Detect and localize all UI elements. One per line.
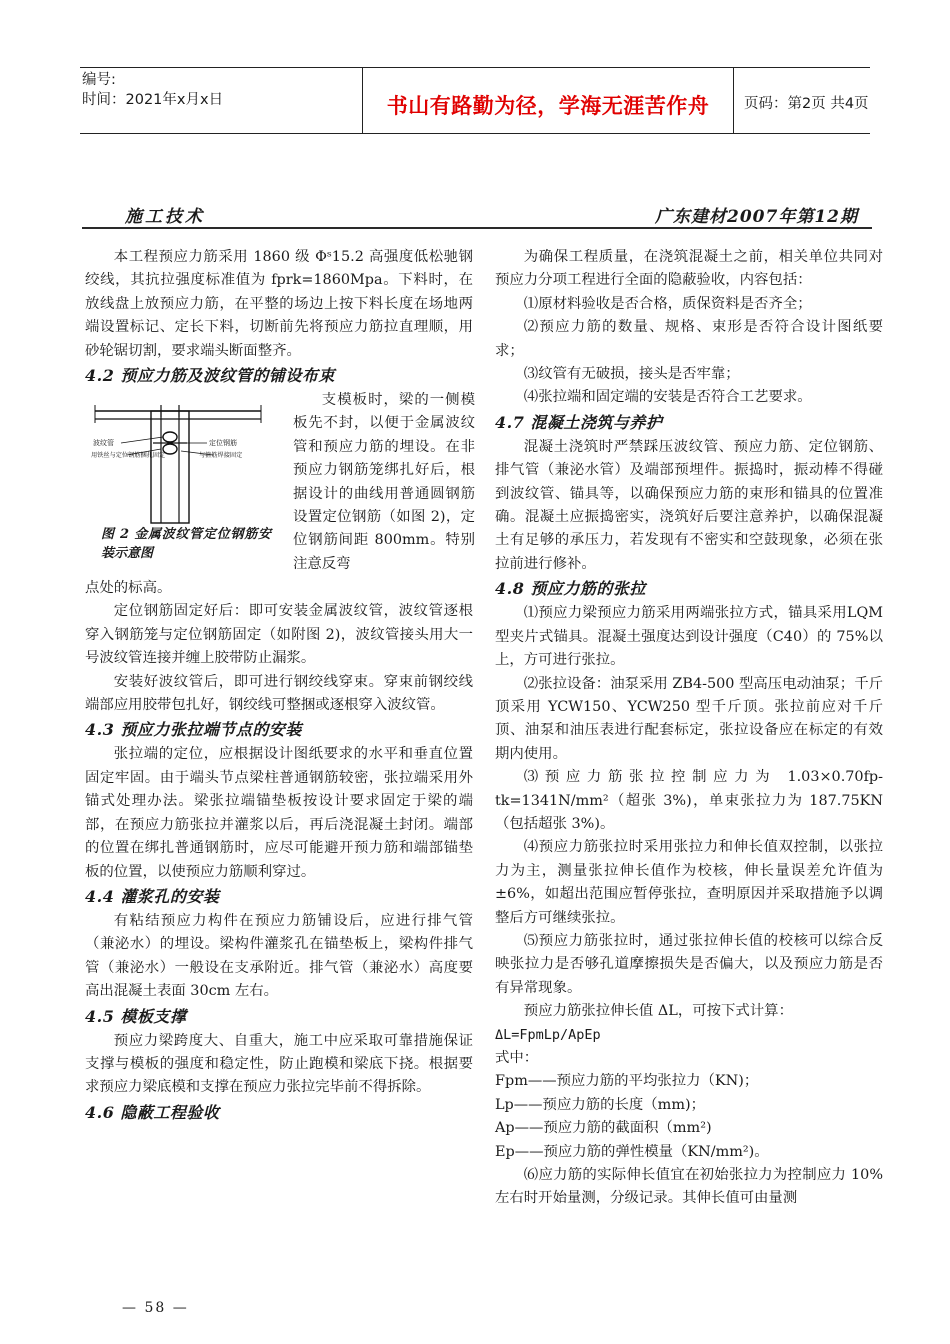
paragraph: 本工程预应力筋采用 1860 级 Φˢ15.2 高强度低松驰钢绞线，其抗拉强度标准值为 fprk=1860Mpa。下料时，在放线盘上放预应力筋，在平整的场边上按下料长度在场地两端设置标记、定长下料，切断前先将预应力筋拉直理顺，用砂轮锯切割，要求端头断面整齐。 [85,249,473,359]
paragraph: 预应力梁跨度大、自重大，施工中应采取可靠措施保证支撑与模板的强度和稳定性，防止跑模和梁底下挠。根据要求预应力梁底模和支撑在预应力张拉完毕前不得拆除。 [85,1032,473,1096]
paragraph: 有粘结预应力构件在预应力筋铺设后，应进行排气管（兼泌水）的埋设。梁构件灌浆孔在锚垫板上，梁构件排气管（兼泌水）一般设在支承附近。排气管（兼泌水）高度要高出混凝土表面 30cm 左右。 [85,912,473,1000]
paragraph: ⑷预应力筋张拉时采用张拉力和伸长值双控制，以张拉力为主，测量张拉伸长值作为校核，伸长量误差允许值为±6%，如超出范围应暂停张拉，查明原因并采取措施予以调整后方可继续张拉。 [495,839,883,926]
running-head-rule [82,227,872,229]
right-column [495,246,883,1211]
page-number: — 58 — [122,1300,189,1316]
left-column [85,246,473,1126]
figure-label-tie-right: 与箍筋焊接固定 [199,452,243,460]
list-item: ⑷张拉端和固定端的安装是否符合工艺要求。 [523,389,812,406]
page-info: 页码：第2页 共4页 [744,96,869,112]
motto-box [362,68,734,133]
journal-title: 广东建材2007年第12期 [655,207,858,227]
paragraph: ⑸预应力筋张拉时，通过张拉伸长值的校核可以综合反映张拉力是否够孔道摩擦损失是否偏大，以及预应力筋是否有异常现象。 [495,932,883,996]
figure-block [85,389,473,577]
number-label: 编号: [82,72,116,88]
paragraph: 定位钢筋固定好后：即可安装金属波纹管，波纹管逐根穿入钢筋笼与定位钢筋固定（如附图 2)，波纹管接头用大一号波纹管连接并缠上胶带防止漏浆。 [85,603,473,667]
paragraph: 支模板时，梁的一侧模板先不封，以便于金属波纹管和预应力筋的埋设。在非预应力钢筋笼绑扎好后，根据设计的曲线用普通圆钢筋设置定位钢筋（如图 2)，定位钢筋间距 800mm。特别注意反弯 [293,392,475,572]
list-item: ⑶纹管有无破损，接头是否牢靠； [523,366,740,383]
paragraph: ⑶预应力筋张拉控制应力为 1.03×0.70fp-tk=1341N/mm²（超张 3%)，单束张拉力为 187.75KN（包括超张 3%)。 [495,769,883,832]
figure-caption: 图 2 金属波纹管定位钢筋安装示意图 [101,527,271,562]
formula: ΔL=FpmLp/ApEp [495,1026,601,1043]
heading-4-5: 4.5 模板支撑 [85,1006,187,1026]
paragraph: 混凝土浇筑时严禁踩压波纹管、预应力筋、定位钢筋、排气管（兼泌水管）及端部预埋件。振捣时，振动棒不得碰到波纹管、锚具等，以确保预应力筋的束形和锚具的位置准确。混凝土应振捣密实，浇筑好后要注意养护，以确保混凝土有足够的承压力，若发现有不密实和空鼓现象，必须在张拉前进行修补。 [495,438,883,572]
paragraph: 为确保工程质量，在浇筑混凝土之前，相关单位共同对预应力分项工程进行全面的隐蔽验收，内容包括： [495,249,883,289]
formula-term: Ap——预应力筋的截面积（mm²) [495,1120,712,1137]
heading-4-3: 4.3 预应力张拉端节点的安装 [85,720,302,740]
section-title: 施工技术 [125,207,205,227]
figure-label-tie-left: 用铁丝与定位钢筋捆扎固定 [91,452,166,460]
motto-text: 书山有路勤为径，学海无涯苦作舟 [386,94,710,118]
heading-4-7: 4.7 混凝土浇筑与养护 [495,412,663,432]
list-item: ⑴原材料验收是否合格，质保资料是否齐全； [523,295,812,312]
formula-term: Ep——预应力筋的弹性模量（KN/mm²)。 [495,1143,769,1160]
paragraph: 点处的标高。 [85,580,172,597]
paragraph: ⑹应力筋的实际伸长值宜在初始张拉力为控制应力 10%左右时开始量测，分级记录。其伸长值可由量测 [495,1167,883,1207]
paragraph: ⑴预应力梁预应力筋采用两端张拉方式，锚具采用LQM 型夹片式锚具。混凝土强度达到设计强度（C40）的 75%以上，方可进行张拉。 [495,605,883,669]
document-header [80,67,870,134]
list-item: ⑵预应力筋的数量、规格、束形是否符合设计图纸要求； [495,319,883,359]
figure-2-diagram [89,397,267,537]
formula-term: Lp——预应力筋的长度（mm)； [495,1096,705,1113]
time-label: 时间：2021年x月x日 [82,92,224,108]
formula-term: Fpm——预应力筋的平均张拉力（KN)； [495,1073,759,1090]
paragraph: 安装好波纹管后，即可进行钢绞线穿束。穿束前钢绞线端部应用胶带包扎好，钢绞线可整捆或逐根穿入波纹管。 [85,673,473,714]
heading-4-8: 4.8 预应力筋的张拉 [495,579,646,599]
heading-4-4: 4.4 灌浆孔的安装 [85,886,220,906]
paragraph: 预应力筋张拉伸长值 ΔL，可按下式计算： [523,1003,793,1020]
header-meta [82,70,280,131]
heading-4-2: 4.2 预应力筋及波纹管的铺设布束 [85,366,335,386]
paragraph: 张拉端的定位，应根据设计图纸要求的水平和垂直位置固定牢固。由于端头节点梁柱普通钢筋较密，张拉端采用外锚式处理办法。梁张拉端锚垫板按设计要求固定于梁的端部，在预应力筋张拉并灌浆以后，再后浇混凝土封闭。端部的位置在绑扎普通钢筋时，应尽可能避开预力筋和端部锚垫板的位置，以使预应力筋顺利穿过。 [85,746,473,880]
figure-label-corrugated: 波纹管 [93,439,114,448]
heading-4-6: 4.6 隐蔽工程验收 [85,1102,220,1122]
paragraph: ⑵张拉设备：油泵采用 ZB4-500 型高压电动油泵；千斤顶采用 YCW150、YCW250 型千斤顶。张拉前应对千斤顶、油泵和油压表进行配套标定，张拉设备应在标定的有效期内使用。 [495,675,883,762]
formula-where: 式中： [495,1050,539,1066]
figure-label-positioning: 定位钢筋 [209,439,237,448]
